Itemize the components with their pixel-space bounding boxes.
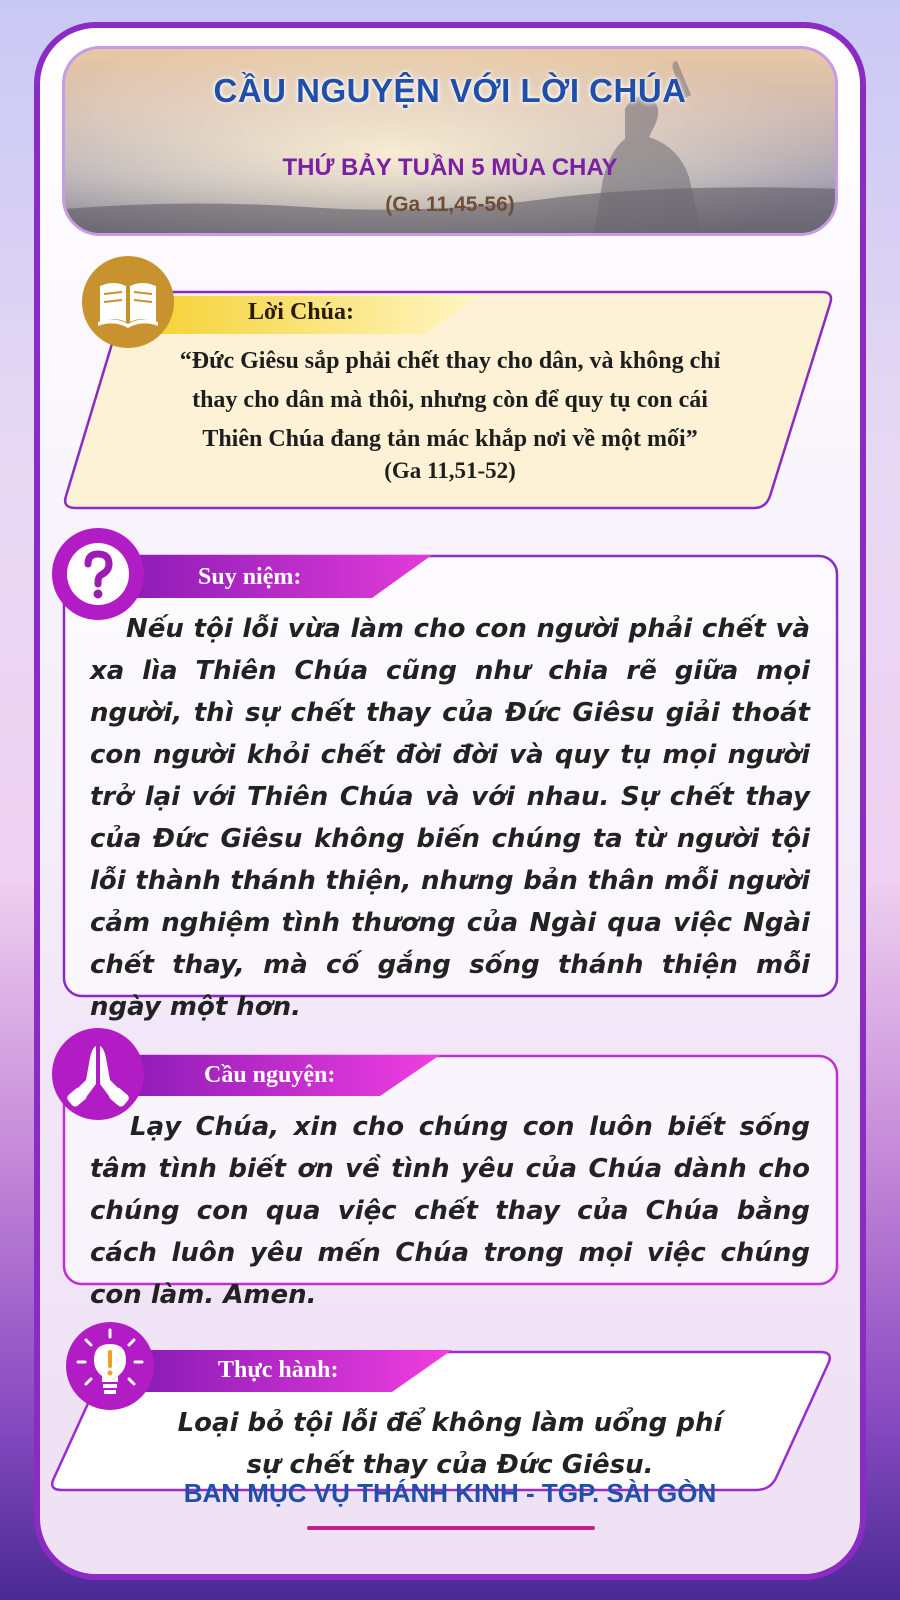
open-book-icon	[82, 256, 174, 348]
word-quote	[110, 342, 790, 459]
footer-credit: BAN MỤC VỤ THÁNH KINH - TGP. SÀI GÒN	[183, 1478, 717, 1508]
reflection-label: Suy niệm:	[198, 564, 302, 590]
page-title: CẦU NGUYỆN VỚI LỜI CHÚA	[213, 72, 687, 109]
gospel-reference: (Ga 11,45-56)	[385, 193, 515, 216]
practice-label: Thực hành:	[218, 1357, 339, 1383]
practice-line: sự chết thay của Đức Giêsu.	[246, 1450, 654, 1480]
word-quote-line: “Đức Giêsu sắp phải chết thay cho dân, và không chỉ	[179, 348, 721, 374]
word-reference: (Ga 11,51-52)	[384, 458, 516, 483]
practice-line: Loại bỏ tội lỗi để không làm uổng phí	[177, 1408, 723, 1438]
book-badge	[82, 256, 174, 348]
reflection-text: Nếu tội lỗi vừa làm cho con người phải chết và xa lìa Thiên Chúa cũng như chia rẽ giữa mọi người, thì sự chết thay của Đức Giêsu giải thoát con người khỏi chết đời đời và quy tụ mọi người trở lại với Thiên Chúa và với nhau. Sự chết thay của Đức Giêsu không biến chúng ta từ người tội lỗi thành thánh thiện, nhưng bản thân mỗi người cảm nghiệm tình thương của Ngài qua việc Ngài chết thay, mà cố gắng sống thánh thiện mỗi ngày một hơn.	[90, 614, 810, 1022]
word-quote-line: thay cho dân mà thôi, nhưng còn để quy tụ con cái	[192, 387, 708, 413]
prayer-label: Cầu nguyện:	[204, 1062, 336, 1088]
liturgical-day: THỨ BẢY TUẦN 5 MÙA CHAY	[282, 154, 618, 181]
word-quote-line: Thiên Chúa đang tản mác khắp nơi về một mối”	[202, 426, 698, 452]
light-bulb-icon	[66, 1322, 154, 1410]
bulb-badge	[66, 1322, 154, 1410]
question-mark-icon	[52, 528, 144, 620]
question-badge	[52, 528, 144, 620]
prayer-text: Lạy Chúa, xin cho chúng con luôn biết sống tâm tình biết ơn về tình yêu của Chúa dành cho chúng con qua việc chết thay của Chúa bằng cách luôn yêu mến Chúa trong mọi việc chúng con làm. Amen.	[90, 1112, 810, 1310]
word-label: Lời Chúa:	[248, 299, 354, 325]
practice-text	[120, 1402, 780, 1486]
footer-underline	[307, 1526, 595, 1530]
